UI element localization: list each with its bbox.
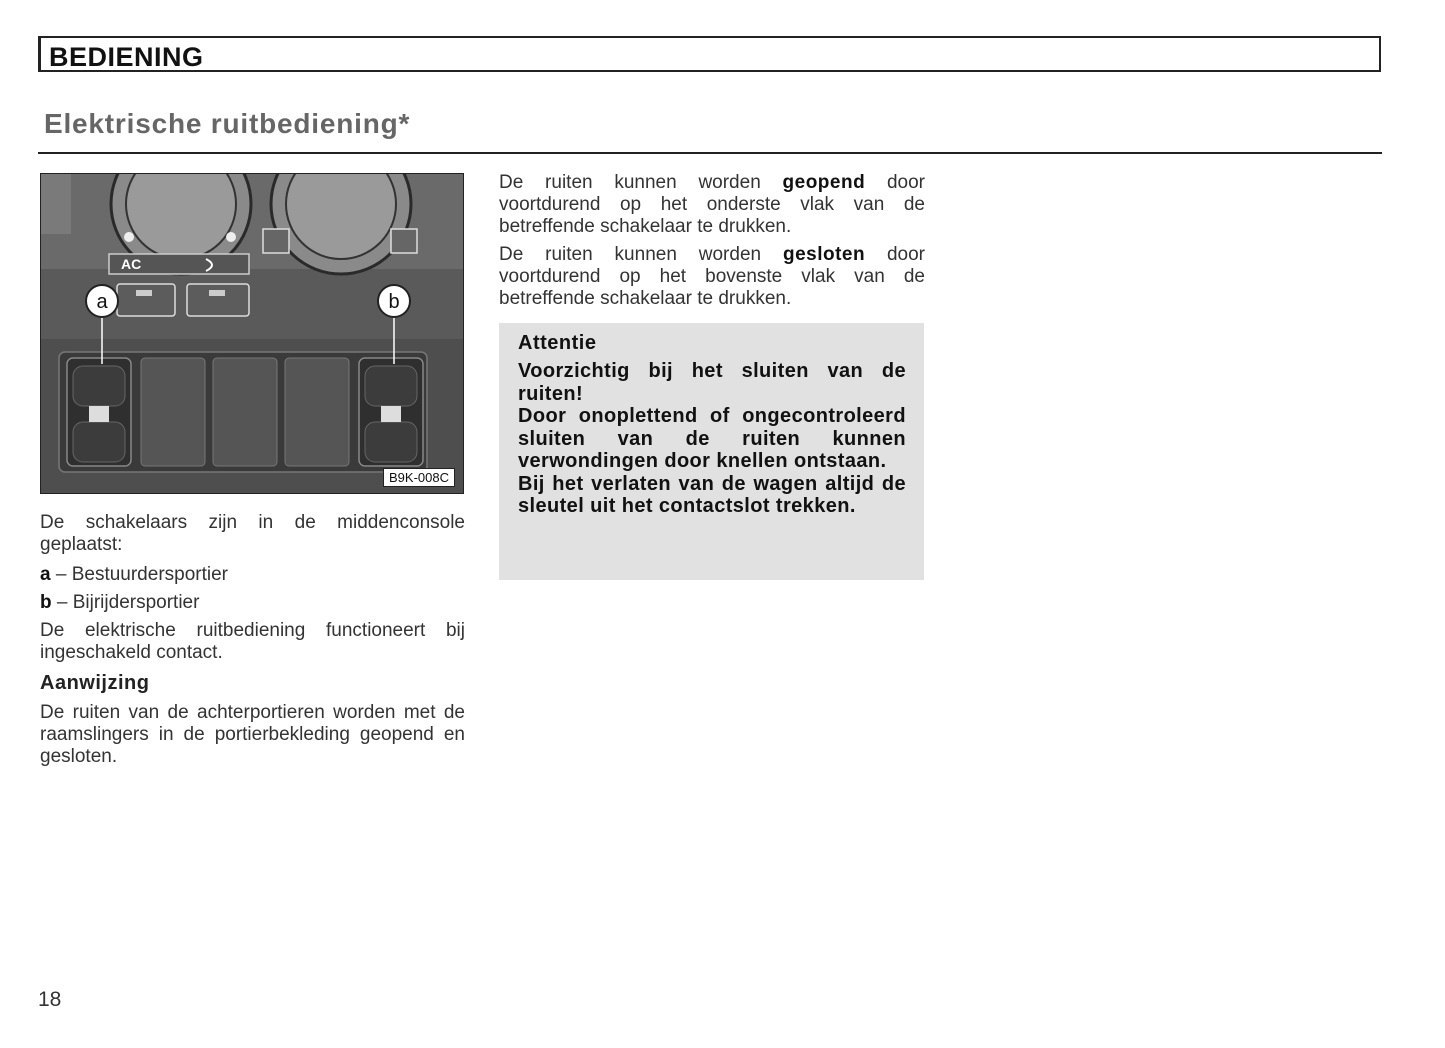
section-title: Elektrische ruitbediening* (44, 108, 411, 139)
close-keyword: gesloten (782, 244, 866, 265)
list-item (40, 592, 465, 614)
intro-paragraph: De schakelaars zijn in de middenconsole geplaatst: (40, 512, 465, 555)
item-key: b (40, 592, 52, 613)
chapter-title: BEDIENING (49, 42, 204, 72)
item-text: – Bijrijdersportier (56, 592, 200, 613)
function-paragraph: De elektrische ruitbediening functioneert bij ingeschakeld contact. (40, 620, 465, 663)
close-text-post: door voortdurend op het bovenste vlak van de betreffende schakelaar te drukken. (499, 244, 925, 309)
warning-line: Voorzichtig bij het sluiten van de ruiten! (518, 360, 906, 405)
callout-b: b (388, 291, 400, 313)
ac-label: AC (121, 256, 142, 272)
warning-box (499, 323, 924, 580)
note-paragraph: De ruiten van de achterportieren worden met de raamslingers in de portierbekleding geopend en gesloten. (40, 702, 465, 767)
chapter-header-bar (38, 36, 1381, 72)
page-number: 18 (38, 988, 62, 1011)
warning-line: Bij het verlaten van de wagen altijd de sleutel uit het contactslot trekken. (518, 472, 906, 517)
console-switch-photo (40, 173, 464, 494)
open-text-pre: De ruiten kunnen worden (499, 172, 783, 193)
open-text-post: door voortdurend op het onderste vlak van de betreffende schakelaar te drukken. (499, 172, 925, 237)
warning-body (518, 360, 906, 518)
open-paragraph (499, 172, 925, 238)
figure-code: B9K-008C (383, 468, 455, 487)
warning-line: Door onoplettend of ongecontroleerd sluiten van de ruiten kunnen verwondingen door knellen ontstaan. (518, 405, 906, 472)
section-divider (38, 152, 1382, 154)
right-text-column (499, 172, 925, 316)
left-text-column (40, 512, 465, 776)
note-heading: Aanwijzing (40, 672, 150, 694)
list-item (40, 564, 465, 586)
open-keyword: geopend (782, 172, 866, 193)
close-paragraph (499, 244, 925, 310)
item-key: a (40, 564, 51, 585)
item-text: – Bestuurdersportier (55, 564, 229, 585)
warning-title: Attentie (518, 332, 597, 354)
callout-a: a (96, 291, 108, 313)
console-illustration (41, 174, 463, 493)
close-text-pre: De ruiten kunnen worden (499, 244, 783, 265)
